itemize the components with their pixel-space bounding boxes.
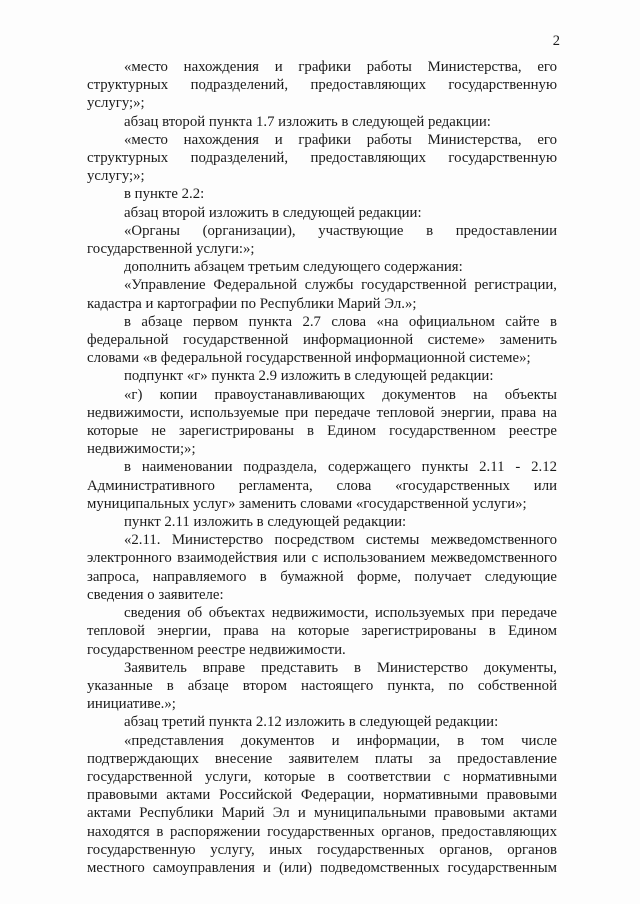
paragraph-15: сведения об объектах недвижимости, используемых при передаче тепловой энергии, права на которые зарегистрированы в Едином государственном реестре недвижимости. [87,605,557,658]
paragraph-3: «место нахождения и графики работы Министерства, его структурных подразделений, предоставляющих государственную услугу;»; [87,131,557,185]
paragraph-16: Заявитель вправе представить в Министерство документы, указанные в абзаце втором настоящего пункта, по собственной инициативе.»; [87,659,557,713]
paragraph-2: абзац второй пункта 1.7 изложить в следующей редакции: [124,113,491,130]
paragraph-6: «Органы (организации), участвующие в предоставлении государственной услуги:»; [87,222,557,258]
paragraph-5: абзац второй изложить в следующей редакции: [124,204,422,221]
paragraph-12: в наименовании подраздела, содержащего пункты 2.11 - 2.12 Административного регламента, слова «государственных или муниципальных услуг» заменить словами «государственной услуги»; [87,459,557,512]
document-body [87,58,557,877]
page-number: 2 [552,33,560,49]
paragraph-10: подпункт «г» пункта 2.9 изложить в следующей редакции: [124,368,494,385]
paragraph-13: пункт 2.11 изложить в следующей редакции: [124,514,407,531]
paragraph-7: дополнить абзацем третьим следующего содержания: [124,259,463,276]
paragraph-1: «место нахождения и графики работы Министерства, его структурных подразделений, предоставляющих государственную услугу;»; [87,59,557,112]
paragraph-18: «представления документов и информации, в том числе подтверждающих внесение заявителем платы за предоставление государственной услуги, которые в соответствии с нормативными правовыми актами Российской Федерации, нормативными правовыми актами Республики Марий Эл и муниципальными правовыми актами находятся в распоряжении государственных органов, предоставляющих государственную услугу, иных государственных органов, органов местного самоуправления и (или) подведомственных государственным [87,732,557,876]
paragraph-17: абзац третий пункта 2.12 изложить в следующей редакции: [124,714,499,731]
paragraph-8: «Управление Федеральной службы государственной регистрации, кадастра и картографии по Республики Марий Эл.»; [87,277,557,312]
paragraph-9: в абзаце первом пункта 2.7 слова «на официальном сайте в федеральной государственной информационной системе» заменить словами «в федеральной государственной информационной системе»; [87,313,557,367]
paragraph-14: «2.11. Министерство посредством системы межведомственного электронного взаимодействия или с использованием межведомственного запроса, направляемого в бумажной форме, получает следующие сведения о заявителе: [87,532,557,603]
paragraph-4: в пункте 2.2: [124,186,205,203]
paragraph-11: «г) копии правоустанавливающих документов на объекты недвижимости, используемые при передаче тепловой энергии, права на которые не зарегистрированы в Едином государственном реестре недвижимости;»; [87,386,557,458]
